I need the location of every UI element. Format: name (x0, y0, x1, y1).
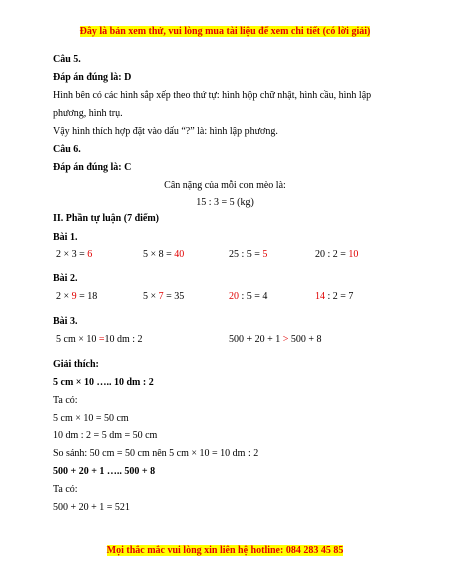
explanation-line: 5 cm × 10 = 50 cm (53, 413, 129, 424)
bai2-item: 20 : 5 = 4 (229, 291, 268, 302)
explanation-line: Ta có: (53, 484, 78, 495)
q5-answer: Đáp án đúng là: D (53, 72, 132, 83)
explanation-line: 5 cm × 10 ….. 10 dm : 2 (53, 377, 154, 388)
bai3-item1: 5 cm × 10 =10 dm : 2 (56, 334, 143, 345)
hotline-banner (0, 545, 450, 557)
bai2-item: 5 × 7 = 35 (143, 291, 185, 302)
q6-answer: Đáp án đúng là: C (53, 162, 132, 173)
explanation-line: 500 + 20 + 1 = 521 (53, 502, 130, 513)
q6-line2: 15 : 3 = 5 (kg) (196, 197, 254, 208)
preview-banner-text: Đây là bản xem thử, vui lòng mua tài liệu để xem chi tiết (có lời giải) (79, 26, 371, 37)
q6-title: Câu 6. (53, 144, 81, 155)
explanation-line: 10 dm : 2 = 5 dm = 50 cm (53, 430, 158, 441)
bai1-title: Bài 1. (53, 232, 78, 243)
explanation-line: 500 + 20 + 1 ….. 500 + 8 (53, 466, 156, 477)
q5-line2: phương, hình trụ. (53, 108, 123, 119)
explanation-title: Giải thích: (53, 359, 99, 370)
bai1-item: 2 × 3 = 6 (56, 249, 93, 260)
bai1-item: 25 : 5 = 5 (229, 249, 268, 260)
q5-title: Câu 5. (53, 54, 81, 65)
bai1-item: 20 : 2 = 10 (315, 249, 359, 260)
part2-title: II. Phần tự luận (7 điểm) (53, 213, 160, 224)
preview-banner (0, 26, 450, 38)
q6-line1: Cân nặng của mỗi con mèo là: (164, 180, 286, 191)
bai3-item2: 500 + 20 + 1 > 500 + 8 (229, 334, 322, 345)
bai1-item: 5 × 8 = 40 (143, 249, 185, 260)
bai3-title: Bài 3. (53, 316, 78, 327)
explanation-line: Ta có: (53, 395, 78, 406)
explanation-line: So sánh: 50 cm = 50 cm nên 5 cm × 10 = 10 dm : 2 (53, 448, 259, 459)
bai2-item: 2 × 9 = 18 (56, 291, 98, 302)
q5-line1: Hình bên có các hình sắp xếp theo thứ tự: hình hộp chữ nhật, hình cầu, hình lập (53, 90, 372, 101)
hotline-banner-text: Mọi thắc mắc vui lòng xin liên hệ hotline: 084 283 45 85 (106, 545, 344, 556)
bai2-title: Bài 2. (53, 273, 78, 284)
bai2-item: 14 : 2 = 7 (315, 291, 354, 302)
q5-line3: Vậy hình thích hợp đặt vào dấu “?” là: hình lập phương. (53, 126, 278, 137)
